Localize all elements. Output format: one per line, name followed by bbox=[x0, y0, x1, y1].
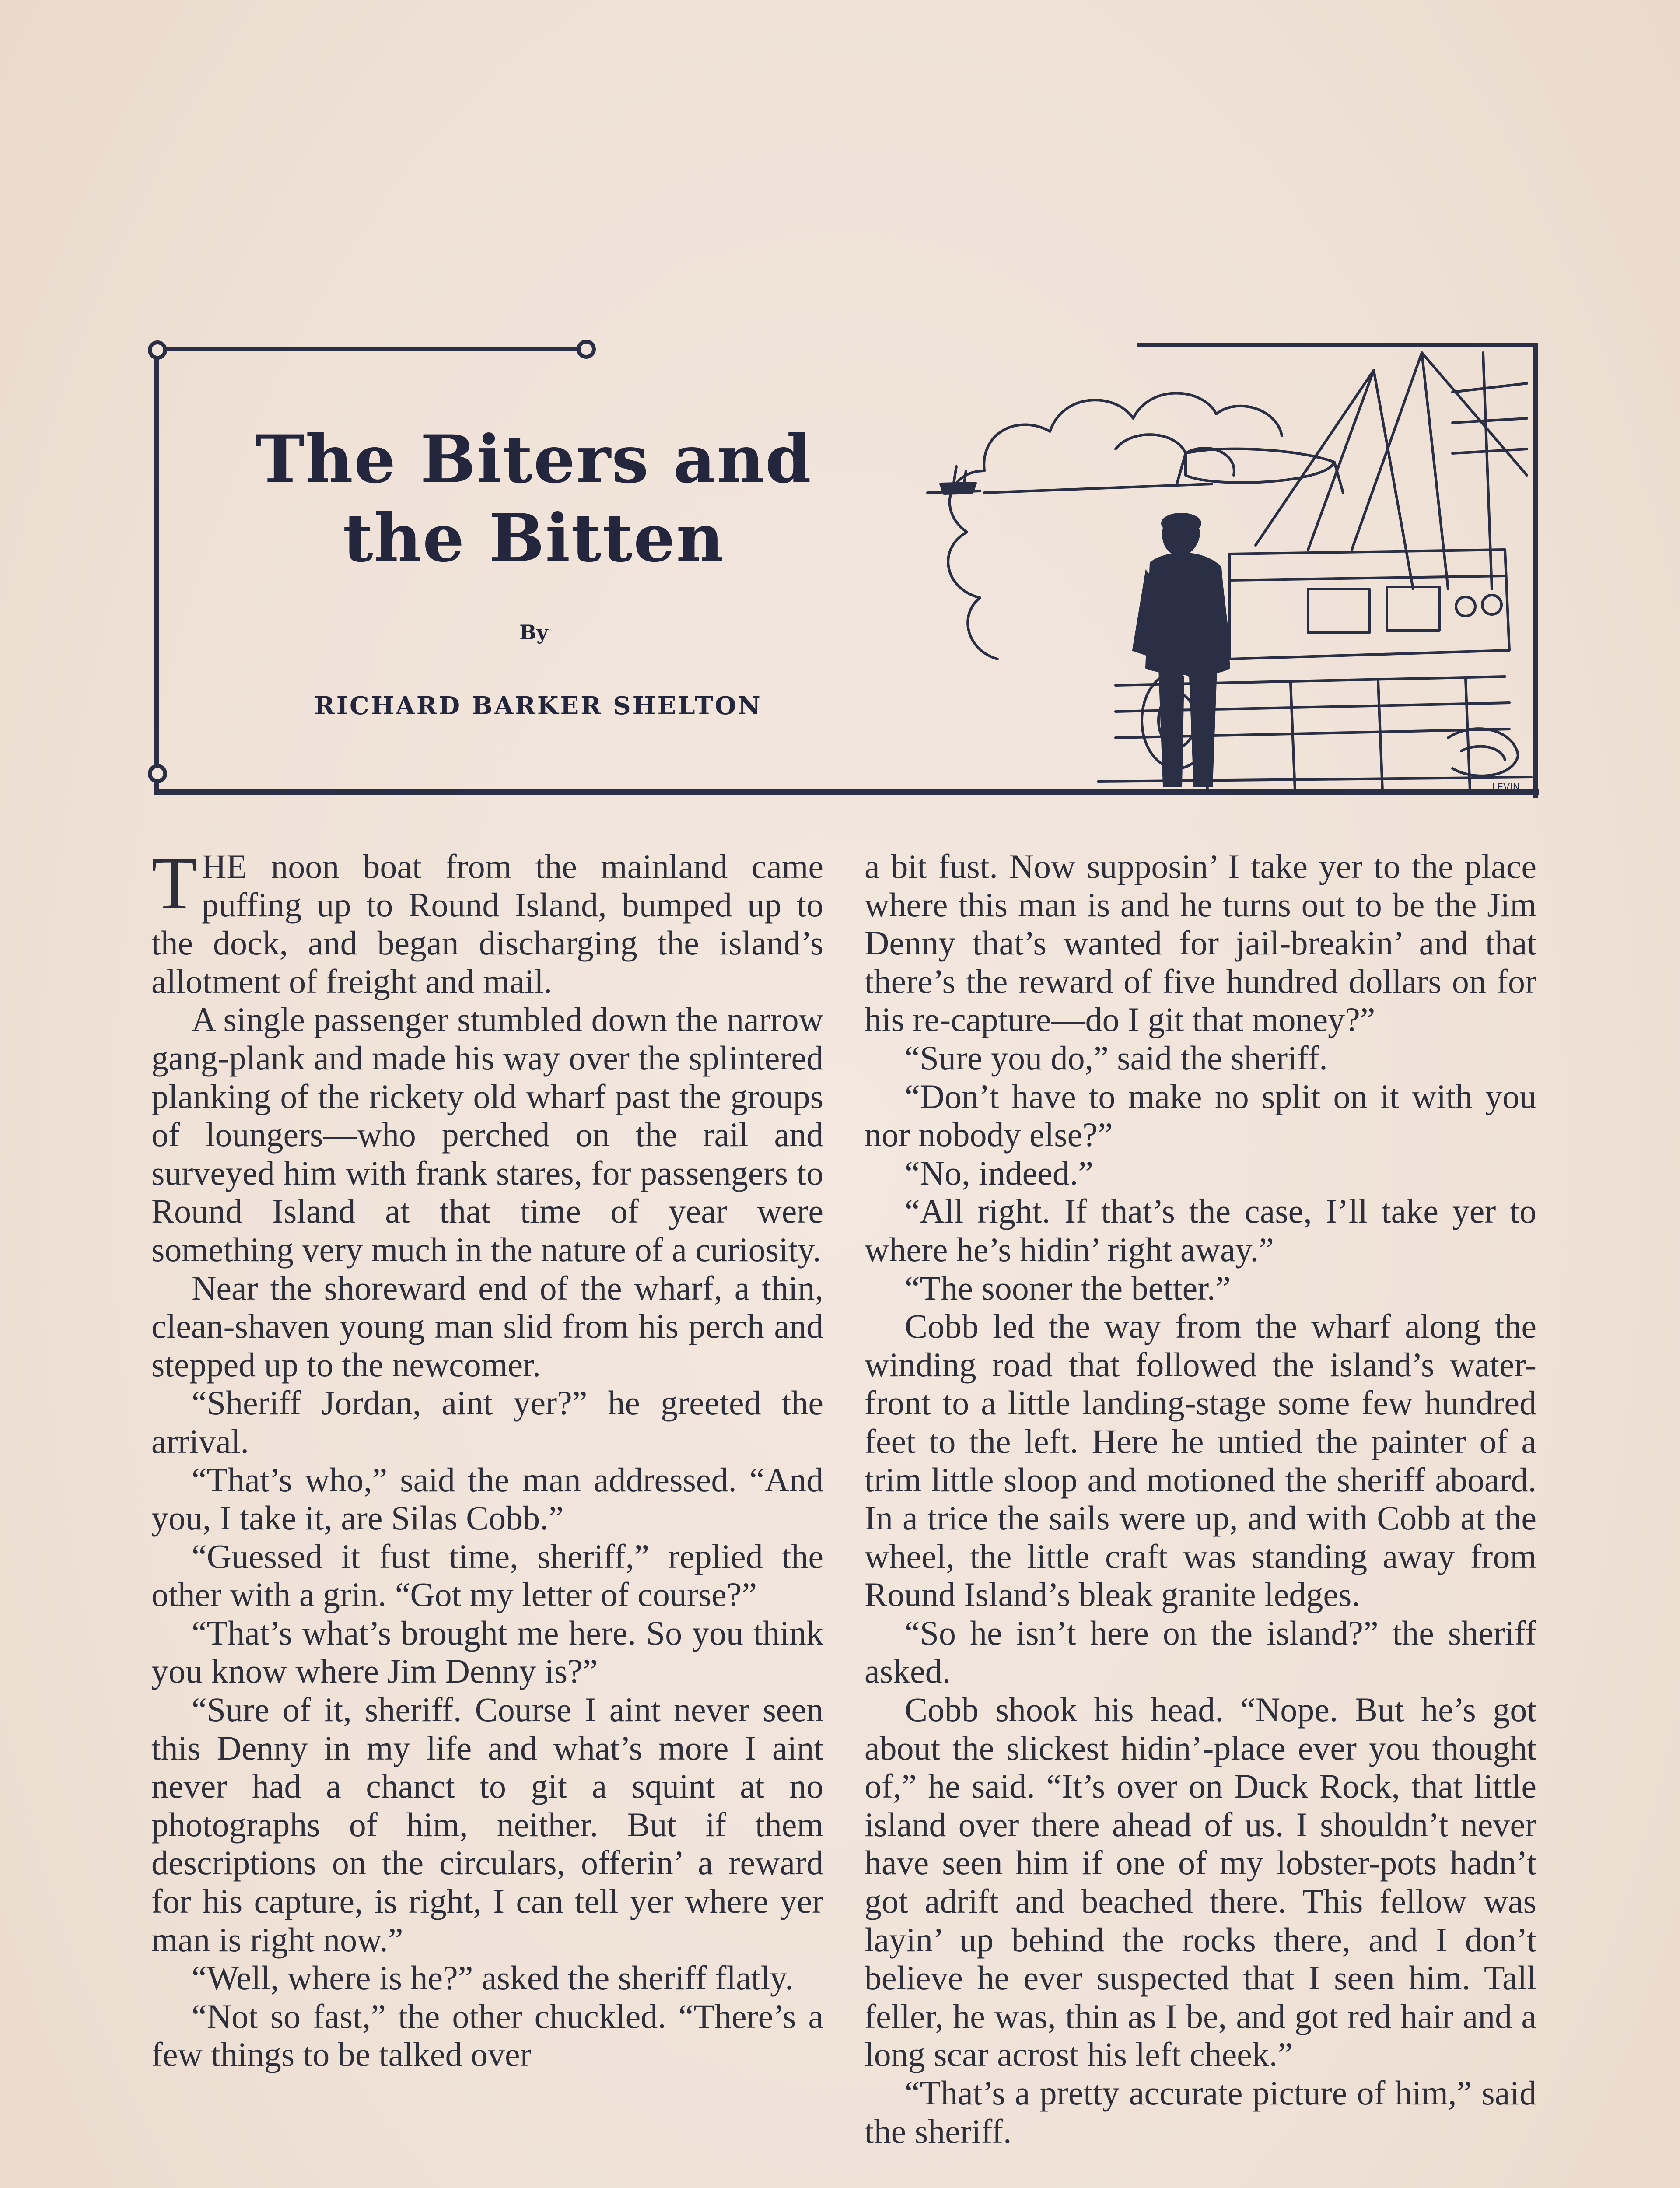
paragraph: “No, indeed.” bbox=[905, 1154, 1093, 1192]
paragraph: “That’s a pretty accurate picture of him,” said the sheriff. bbox=[864, 2074, 1536, 2150]
paragraph: A single passenger stumbled down the narrow gang-plank and made his way over the splintered planking of the rickety old wharf past the groups of loungers—who perched on the rail and surveyed him with frank stares, for passengers to Round Island at that time of year were something very much in the nature of a curiosity. bbox=[151, 1000, 823, 1269]
paragraph bbox=[151, 842, 823, 1000]
article-column-left bbox=[151, 842, 823, 2074]
paragraph: “That’s what’s brought me here. So you think you know where Jim Denny is?” bbox=[151, 1613, 823, 1690]
paragraph: “Sheriff Jordan, aint yer?” he greeted the arrival. bbox=[151, 1384, 823, 1460]
paragraph: a bit fust. Now supposin’ I take yer to the place where this man is and he turns out to be the Jim Denny that’s wanted for jail-breakin’ and that there’s the reward of five hundred dollars on for his re-capture—do I git that money?” bbox=[864, 847, 1536, 1039]
paragraph: “Well, where is he?” asked the sheriff flatly. bbox=[192, 1959, 794, 1997]
paragraph: “Sure of it, sheriff. Course I aint never seen this Denny in my life and what’s more I aint never had a chanct to git a squint at no photographs of him, neither. But if them descriptions on the circulars, offerin’ a reward for his capture, is right, I can tell yer where yer man is right now.” bbox=[151, 1690, 823, 1959]
paragraph: “Don’t have to make no split on it with you nor nobody else?” bbox=[864, 1077, 1536, 1154]
paragraph: “So he isn’t here on the island?” the sheriff asked. bbox=[864, 1613, 1536, 1690]
paragraph: “Not so fast,” the other chuckled. “There’s a few things to be talked over bbox=[151, 1997, 823, 2074]
frame-curl-ornament bbox=[577, 340, 596, 359]
paragraph: Near the shoreward end of the wharf, a thin, clean-shaven young man slid from his perch and stepped up to the newcomer. bbox=[151, 1269, 823, 1384]
paragraph: Cobb led the way from the wharf along the winding road that followed the island’s water-front to a little landing-stage some few hundred feet to the left. Here he untied the painter of a trim little sloop and motioned the sheriff aboard. In a trice the sails were up, and with Cobb at the wheel, the little craft was standing away from Round Island’s bleak granite ledges. bbox=[864, 1307, 1536, 1614]
paragraph: “Sure you do,” said the sheriff. bbox=[905, 1038, 1328, 1077]
title-line-2: the Bitten bbox=[343, 500, 725, 577]
paragraph: “Guessed it fust time, sheriff,” replied the other with a grin. “Got my letter of course?” bbox=[151, 1537, 823, 1614]
title-line-1: The Biters and bbox=[256, 421, 812, 498]
article-title bbox=[184, 420, 884, 578]
ship-deck-illustration bbox=[871, 344, 1540, 799]
frame-curl-ornament bbox=[148, 764, 167, 783]
artist-signature: LEVIN bbox=[1492, 782, 1520, 793]
drop-cap: T bbox=[151, 842, 198, 925]
paragraph: “All right. If that’s the case, I’ll take yer to where he’s hidin’ right away.” bbox=[864, 1192, 1536, 1269]
paragraph: “That’s who,” said the man addressed. “And you, I take it, are Silas Cobb.” bbox=[151, 1460, 823, 1537]
byline-by: By bbox=[519, 621, 548, 644]
paragraph: “The sooner the better.” bbox=[905, 1269, 1231, 1307]
byline-author: RICHARD BARKER SHELTON bbox=[314, 691, 762, 720]
paragraph-text: HE noon boat from the mainland came puffing up to Round Island, bumped up to the dock, and began discharging the island’s allotment of freight and mail. bbox=[151, 847, 823, 1000]
article-column-right bbox=[864, 847, 1536, 2150]
frame-curl-ornament bbox=[148, 340, 167, 360]
paragraph: Cobb shook his head. “Nope. But he’s got about the slickest hidin’-place ever you thought of,” he said. “It’s over on Duck Rock, that little island over there ahead of us. I shouldn’t never have seen him if one of my lobster-pots hadn’t got adrift and beached there. This fellow was layin’ up behind the rocks there, and I don’t believe he ever suspected that I seen him. Tall feller, he was, thin as I be, and got red hair and a long scar acrost his left cheek.” bbox=[864, 1690, 1536, 2074]
